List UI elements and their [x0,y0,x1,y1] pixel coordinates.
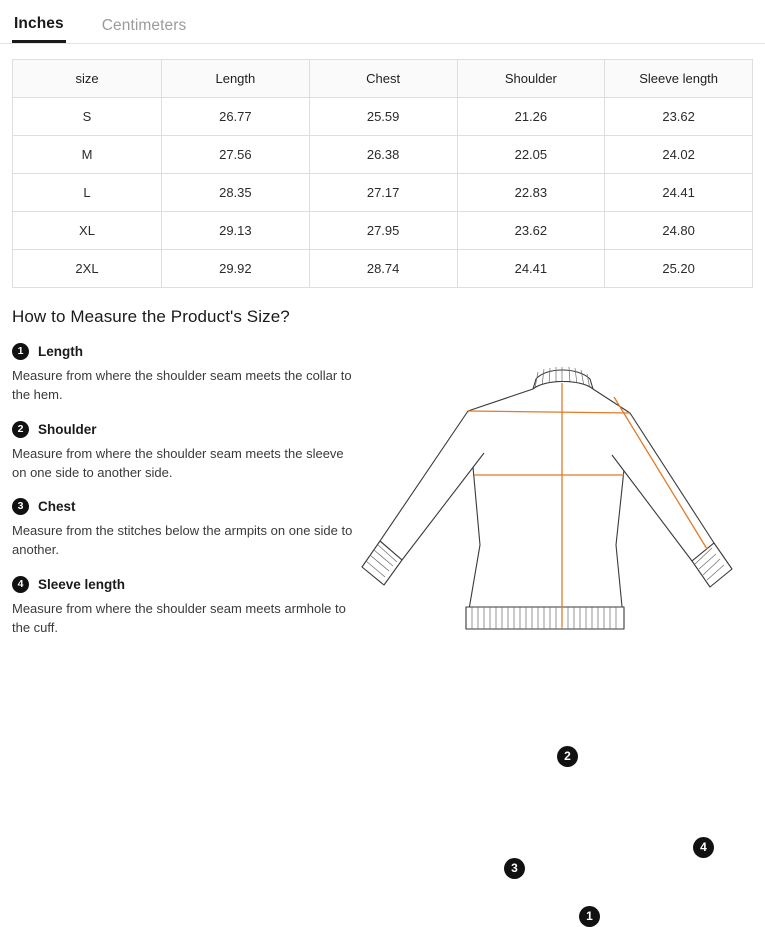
step-description: Measure from the stitches below the armpits on one side to another. [12,523,353,558]
cell-length: 28.35 [162,174,310,212]
howto-title: How to Measure the Product's Size? [12,307,290,326]
step-header [12,343,356,360]
cell-length: 29.92 [162,250,310,288]
cell-sleeve-length: 23.62 [605,98,753,136]
step-name: Length [38,344,83,359]
cell-size: XL [13,212,162,250]
cell-chest: 27.95 [309,212,457,250]
table-row [13,212,753,250]
column-header-shoulder: Shoulder [457,60,605,98]
table-header-row [13,60,753,98]
diagram-marker-4: 4 [693,837,714,858]
diagram-column [356,343,753,923]
step-header [12,576,356,593]
cell-chest: 28.74 [309,250,457,288]
size-table-container [0,44,765,288]
tab-inches[interactable]: Inches [12,16,66,44]
diagram-marker-2: 2 [557,746,578,767]
sweater-illustration-icon [362,345,762,645]
tab-centimeters[interactable]: Centimeters [101,16,187,34]
cell-chest: 26.38 [309,136,457,174]
cell-shoulder: 22.83 [457,174,605,212]
column-header-chest: Chest [309,60,457,98]
cell-sleeve-length: 24.80 [605,212,753,250]
step-description: Measure from where the shoulder seam meets armhole to the cuff. [12,601,346,635]
measure-steps-list [12,343,356,654]
cell-length: 26.77 [162,98,310,136]
step-name: Shoulder [38,421,97,437]
cell-length: 29.13 [162,212,310,250]
size-table [12,59,753,288]
measure-step-chest [12,498,356,560]
sweater-measurement-diagram [362,345,762,923]
column-header-sleeve-length: Sleeve length [605,60,753,98]
cell-shoulder: 21.26 [457,98,605,136]
unit-tabs [0,0,765,44]
step-header [12,421,356,438]
diagram-marker-1: 1 [579,906,600,927]
table-row [13,174,753,212]
measure-step-length [12,343,356,405]
column-header-length: Length [162,60,310,98]
step-description: Measure from where the shoulder seam meets the sleeve on one side to another side. [12,445,344,480]
cell-size: S [13,98,162,136]
cell-shoulder: 24.41 [457,250,605,288]
cell-shoulder: 22.05 [457,136,605,174]
step-number-badge: 3 [12,498,29,515]
howto-body [0,327,765,923]
column-header-size: size [13,60,162,98]
cell-size: M [13,136,162,174]
cell-chest: 27.17 [309,174,457,212]
cell-size: 2XL [13,250,162,288]
diagram-marker-3: 3 [504,858,525,879]
step-number-badge: 1 [12,343,29,360]
cell-sleeve-length: 24.41 [605,174,753,212]
cell-sleeve-length: 24.02 [605,136,753,174]
table-row [13,136,753,174]
cell-chest: 25.59 [309,98,457,136]
table-row [13,98,753,136]
step-description: Measure from where the shoulder seam meets the collar to the hem. [12,368,352,402]
step-name: Sleeve length [38,577,126,593]
cell-length: 27.56 [162,136,310,174]
measure-step-sleeve-length [12,576,356,638]
step-header [12,498,356,515]
step-number-badge: 4 [12,576,29,593]
step-name: Chest [38,499,76,515]
measure-step-shoulder [12,421,356,483]
step-number-badge: 2 [12,421,29,438]
cell-shoulder: 23.62 [457,212,605,250]
table-row [13,250,753,288]
cell-sleeve-length: 25.20 [605,250,753,288]
cell-size: L [13,174,162,212]
